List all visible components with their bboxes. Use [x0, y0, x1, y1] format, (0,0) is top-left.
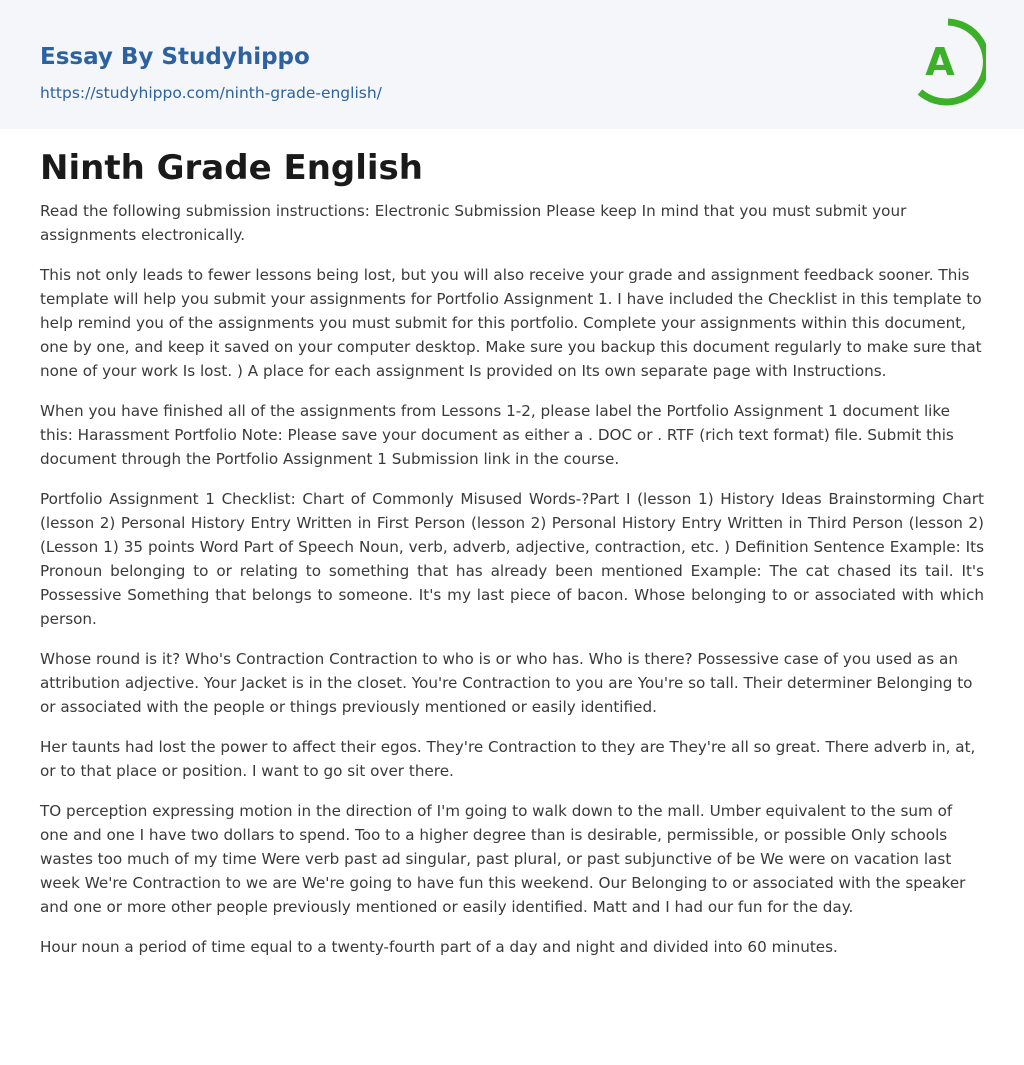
- paragraph: When you have finished all of the assignments from Lessons 1-2, please label the Portfolio Assignment 1 document like this: Harassment Portfolio Note: Please save your document as either a . DOC or . RTF (rich text format) file. Submit this document through the Portfolio Assignment 1 Submission link in the course.: [40, 402, 954, 468]
- paragraph: TO perception expressing motion in the direction of I'm going to walk down to the mall. Umber equivalent to the sum of one and one I have two dollars to spend. Too to a higher degree than is desirable, permissible, or possible Only schools wastes too much of my time Were verb past ad singular, past plural, or past subjunctive of be We were on vacation last week We're Contraction to we are We're going to have fun this weekend. Our Belonging to or associated with the speaker and one or more other people previously mentioned or easily identified. Matt and I had our fun for the day.: [40, 802, 966, 916]
- paragraph: Portfolio Assignment 1 Checklist: Chart of Commonly Misused Words-?Part I (lesson 1) History Ideas Brainstorming Chart (lesson 2) Personal History Entry Written in First Person (lesson 2) Personal History Entry Written in Third Person (lesson 2) (Lesson 1) 35 points Word Part of Speech Noun, verb, adverb, adjective, contraction, etc. ) Definition Sentence Example: Its Pronoun belonging to or relating to something that has already been mentioned Example: The cat chased its tail. It's Possessive Something that belongs to someone. It's my last piece of bacon. Whose belonging to or associated with which person.: [40, 490, 984, 628]
- logo-letter: A: [925, 40, 955, 84]
- site-brand[interactable]: Essay By Studyhippo: [40, 44, 310, 70]
- studyhippo-logo-icon[interactable]: [914, 18, 986, 106]
- paragraph: Hour noun a period of time equal to a twenty-fourth part of a day and night and divided into 60 minutes.: [40, 938, 838, 956]
- paragraph: This not only leads to fewer lessons being lost, but you will also receive your grade and assignment feedback sooner. This template will help you submit your assignments for Portfolio Assignment 1. I have included the Checklist in this template to help remind you of the assignments you must submit for this portfolio. Complete your assignments within this document, one by one, and keep it saved on your computer desktop. Make sure you backup this document regularly to make sure that none of your work Is lost. ) A place for each assignment Is provided on Its own separate page with Instructions.: [40, 266, 982, 380]
- site-header: [0, 0, 1024, 129]
- article: [0, 147, 1024, 959]
- paragraph: Read the following submission instructions: Electronic Submission Please keep In mind that you must submit your assignments electronically.: [40, 202, 907, 244]
- paragraph: Her taunts had lost the power to affect their egos. They're Contraction to they are They're all so great. There adverb in, at, or to that place or position. I want to go sit over there.: [40, 738, 976, 780]
- source-url-link[interactable]: https://studyhippo.com/ninth-grade-english/: [40, 84, 382, 102]
- page-title: Ninth Grade English: [40, 148, 423, 188]
- paragraph: Whose round is it? Who's Contraction Contraction to who is or who has. Who is there? Possessive case of you used as an attribution adjective. Your Jacket is in the closet. You're Contraction to you are You're so tall. Their determiner Belonging to or associated with the people or things previously mentioned or easily identified.: [40, 650, 973, 716]
